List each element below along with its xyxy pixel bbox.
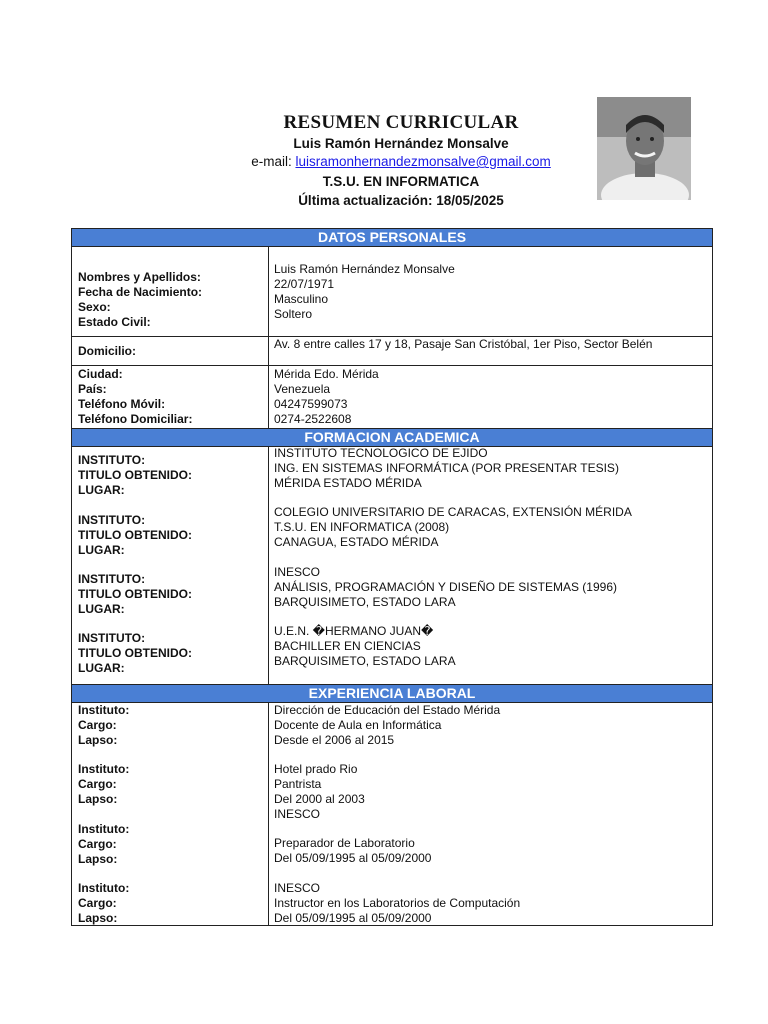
academic-lugar: CANAGUA, ESTADO MÉRIDA xyxy=(274,535,439,549)
academic-labels-3 xyxy=(78,572,192,617)
label-telefono-movil: Teléfono Móvil: xyxy=(78,397,166,411)
work-entry-3 xyxy=(274,836,431,866)
label-lapso: Lapso: xyxy=(78,792,118,806)
label-fecha: Fecha de Nacimiento: xyxy=(78,285,203,299)
label-lugar: LUGAR: xyxy=(78,661,125,675)
academic-lugar: BARQUISIMETO, ESTADO LARA xyxy=(274,654,456,668)
label-cargo: Cargo: xyxy=(78,718,117,732)
label-nombres: Nombres y Apellidos: xyxy=(78,270,201,284)
section-header-personal: DATOS PERSONALES xyxy=(72,229,712,247)
value-pais: Venezuela xyxy=(274,382,331,396)
label-lugar: LUGAR: xyxy=(78,602,125,616)
academic-lugar: BARQUISIMETO, ESTADO LARA xyxy=(274,595,456,609)
label-instituto: INSTITUTO: xyxy=(78,572,146,586)
label-instituto: Instituto: xyxy=(78,703,130,717)
label-estado-civil: Estado Civil: xyxy=(78,315,151,329)
label-cargo: Cargo: xyxy=(78,777,117,791)
academic-entry-4 xyxy=(274,624,456,669)
section-header-academic: FORMACION ACADEMICA xyxy=(72,428,712,447)
label-ciudad: Ciudad: xyxy=(78,367,123,381)
academic-labels-4 xyxy=(78,631,192,676)
email-link[interactable]: luisramonhernandezmonsalve@gmail.com xyxy=(295,154,551,169)
work-lapso: Del 05/09/1995 al 05/09/2000 xyxy=(274,911,432,925)
work-labels-1 xyxy=(78,703,129,748)
label-lugar: LUGAR: xyxy=(78,543,125,557)
label-instituto: INSTITUTO: xyxy=(78,453,146,467)
label-lugar: LUGAR: xyxy=(78,483,125,497)
work-cargo: Preparador de Laboratorio xyxy=(274,836,415,850)
work-instituto: Hotel prado Rio xyxy=(274,762,358,776)
work-lapso: Desde el 2006 al 2015 xyxy=(274,733,395,747)
academic-instituto: INESCO xyxy=(274,565,321,579)
value-domicilio: Av. 8 entre calles 17 y 18, Pasaje San Cristóbal, 1er Piso, Sector Belén xyxy=(274,337,653,351)
work-labels-4 xyxy=(78,881,129,926)
column-divider xyxy=(268,702,269,925)
work-labels-2 xyxy=(78,762,129,807)
work-cargo: Pantrista xyxy=(274,777,322,791)
value-nombres: Luis Ramón Hernández Monsalve xyxy=(274,262,455,276)
personal-values-2 xyxy=(274,367,379,427)
document-title: RESUMEN CURRICULAR xyxy=(283,112,519,133)
label-titulo: TITULO OBTENIDO: xyxy=(78,646,192,660)
academic-instituto: COLEGIO UNIVERSITARIO DE CARACAS, EXTENSIÓN MÉRIDA xyxy=(274,505,632,519)
academic-titulo: ANÁLISIS, PROGRAMACIÓN Y DISEÑO DE SISTEMAS (1996) xyxy=(274,580,617,594)
label-instituto: Instituto: xyxy=(78,762,130,776)
value-fecha: 22/07/1971 xyxy=(274,277,335,291)
label-lapso: Lapso: xyxy=(78,733,118,747)
personal-values-1 xyxy=(274,262,455,322)
personal-labels-2 xyxy=(78,367,192,427)
work-cargo: Docente de Aula en Informática xyxy=(274,718,442,732)
academic-labels-2 xyxy=(78,513,192,558)
label-titulo: TITULO OBTENIDO: xyxy=(78,587,192,601)
work-lapso: Del 2000 al 2003 xyxy=(274,792,365,806)
label-instituto: INSTITUTO: xyxy=(78,513,146,527)
personal-labels-1 xyxy=(78,270,202,330)
work-cargo: Instructor en los Laboratorios de Computación xyxy=(274,896,521,910)
cv-table xyxy=(71,228,713,926)
profile-photo xyxy=(597,97,691,200)
academic-titulo: ING. EN SISTEMAS INFORMÁTICA (POR PRESENTAR TESIS) xyxy=(274,461,619,475)
applicant-name: Luis Ramón Hernández Monsalve xyxy=(293,136,509,151)
label-instituto: Instituto: xyxy=(78,881,130,895)
label-cargo: Cargo: xyxy=(78,837,117,851)
section-header-work: EXPERIENCIA LABORAL xyxy=(72,684,712,703)
label-sexo: Sexo: xyxy=(78,300,111,314)
academic-entry-1 xyxy=(274,446,619,491)
work-entry-4 xyxy=(274,881,520,926)
value-telefono-domiciliar: 0274-2522608 xyxy=(274,412,352,426)
academic-entry-3 xyxy=(274,565,617,610)
academic-lugar: MÉRIDA ESTADO MÉRIDA xyxy=(274,476,422,490)
column-divider xyxy=(268,446,269,684)
label-instituto: INSTITUTO: xyxy=(78,631,146,645)
row-divider xyxy=(72,365,712,366)
academic-instituto: INSTITUTO TECNOLOGICO DE EJIDO xyxy=(274,446,488,460)
label-cargo: Cargo: xyxy=(78,896,117,910)
academic-instituto: U.E.N. �HERMANO JUAN� xyxy=(274,624,434,638)
updated-line: Última actualización: 18/05/2025 xyxy=(298,193,504,208)
column-divider xyxy=(268,247,269,428)
work-lapso: Del 05/09/1995 al 05/09/2000 xyxy=(274,851,432,865)
academic-entry-2 xyxy=(274,505,632,550)
label-domicilio: Domicilio: xyxy=(78,344,137,358)
value-estado-civil: Soltero xyxy=(274,307,313,321)
label-lapso: Lapso: xyxy=(78,852,118,866)
label-lapso: Lapso: xyxy=(78,911,118,925)
value-ciudad: Mérida Edo. Mérida xyxy=(274,367,379,381)
value-sexo: Masculino xyxy=(274,292,329,306)
work-instituto: INESCO xyxy=(274,881,321,895)
label-telefono-domiciliar: Teléfono Domiciliar: xyxy=(78,412,193,426)
work-labels-3 xyxy=(78,822,129,867)
value-telefono-movil: 04247599073 xyxy=(274,397,348,411)
work-instituto: Dirección de Educación del Estado Mérida xyxy=(274,703,501,717)
academic-titulo: T.S.U. EN INFORMATICA (2008) xyxy=(274,520,450,534)
academic-titulo: BACHILLER EN CIENCIAS xyxy=(274,639,421,653)
work-entry-2 xyxy=(274,762,365,822)
work-extra: INESCO xyxy=(274,807,321,821)
academic-labels-1 xyxy=(78,453,192,498)
label-instituto: Instituto: xyxy=(78,822,130,836)
label-titulo: TITULO OBTENIDO: xyxy=(78,528,192,542)
label-pais: País: xyxy=(78,382,107,396)
email-label: e-mail: xyxy=(251,154,296,169)
label-titulo: TITULO OBTENIDO: xyxy=(78,468,192,482)
degree-line: T.S.U. EN INFORMATICA xyxy=(322,174,480,189)
work-entry-1 xyxy=(274,703,500,748)
